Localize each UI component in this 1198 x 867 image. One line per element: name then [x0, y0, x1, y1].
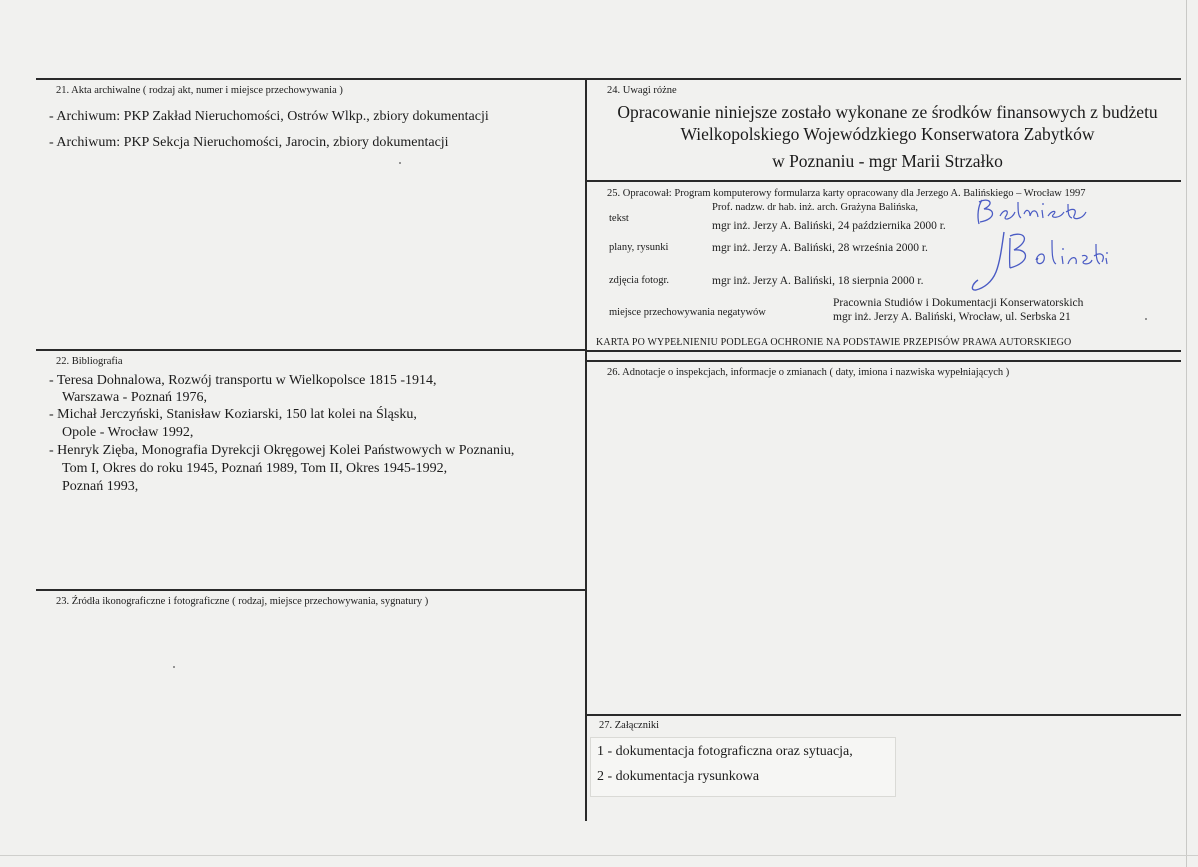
section-26-label: 26. Adnotacje o inspekcjach, informacje o zmianach ( daty, imiona i nazwiska wypełniających ) — [607, 367, 1010, 378]
tekst-author-2: mgr inż. Jerzy A. Baliński, 24 października 2000 r. — [712, 220, 946, 232]
tekst-author-1: Prof. nadzw. dr hab. inż. arch. Grażyna Balińska, — [712, 202, 919, 213]
section-27-label: 27. Załączniki — [599, 720, 660, 731]
paper-speck — [173, 666, 175, 668]
rule-left-21-22 — [36, 349, 586, 351]
section-23-label: 23. Źródła ikonograficzne i fotograficzne ( rodzaj, miejsce przechowywania, sygnatury ) — [56, 596, 429, 607]
section-21-label: 21. Akta archiwalne ( rodzaj akt, numer i miejsce przechowywania ) — [56, 85, 343, 96]
zdjecia-label: zdjęcia fotogr. — [609, 275, 670, 286]
section-21-item-1: - Archiwum: PKP Zakład Nieruchomości, Ostrów Wlkp., zbiory dokumentacji — [49, 109, 489, 124]
tekst-label: tekst — [609, 213, 629, 224]
negatywy-place-2: mgr inż. Jerzy A. Baliński, Wrocław, ul. Serbska 21 — [833, 311, 1071, 323]
section-22-line-7: Poznań 1993, — [62, 479, 139, 494]
section-22-label: 22. Bibliografia — [56, 356, 123, 367]
rule-right-25-notice — [586, 350, 1181, 352]
signature-balinska — [968, 194, 1093, 230]
rule-top — [36, 78, 1181, 80]
signature-balinski — [966, 228, 1116, 298]
section-21-item-2: - Archiwum: PKP Sekcja Nieruchomości, Jarocin, zbiory dokumentacji — [49, 135, 449, 150]
rule-left-22-23 — [36, 589, 586, 591]
section-24-line-3: w Poznaniu - mgr Marii Strzałko — [772, 151, 1003, 171]
section-24-label: 24. Uwagi różne — [607, 85, 677, 96]
negatywy-label: miejsce przechowywania negatywów — [609, 307, 766, 318]
attachment-item-2: 2 - dokumentacja rysunkowa — [597, 769, 760, 784]
section-24-line-2: Wielkopolskiego Wojewódzkiego Konserwatora Zabytków — [680, 124, 1095, 144]
section-22-line-3: - Michał Jerczyński, Stanisław Koziarski, 150 lat kolei na Śląsku, — [49, 407, 417, 422]
section-24-line-1: Opracowanie niniejsze zostało wykonane ze środków finansowych z budżetu — [617, 102, 1158, 122]
card-frame-right — [1186, 0, 1187, 867]
section-22-line-1: - Teresa Dohnalowa, Rozwój transportu w Wielkopolsce 1815 -1914, — [49, 373, 437, 388]
plany-author: mgr inż. Jerzy A. Baliński, 28 września 2000 r. — [712, 242, 928, 254]
rule-right-26-27 — [586, 714, 1181, 716]
section-25-label: 25. Opracował: Program komputerowy formularza karty opracowany dla Jerzego A. Balińskiego – Wrocław 1997 — [607, 188, 1086, 199]
card-frame-bottom — [0, 855, 1198, 856]
paper-speck — [1145, 318, 1147, 320]
protection-notice: KARTA PO WYPEŁNIENIU PODLEGA OCHRONIE NA PODSTAWIE PRZEPISÓW PRAWA AUTORSKIEGO — [596, 337, 1072, 348]
section-22-line-6: Tom I, Okres do roku 1945, Poznań 1989, Tom II, Okres 1945-1992, — [62, 461, 448, 476]
zdjecia-author: mgr inż. Jerzy A. Baliński, 18 sierpnia 2000 r. — [712, 275, 924, 287]
section-22-line-2: Warszawa - Poznań 1976, — [62, 390, 208, 405]
section-22-line-5: - Henryk Zięba, Monografia Dyrekcji Okręgowej Kolei Państwowych w Poznaniu, — [49, 443, 515, 458]
rule-right-notice-26 — [586, 360, 1181, 362]
paper-speck — [399, 162, 401, 164]
negatywy-place-1: Pracownia Studiów i Dokumentacji Konserwatorskich — [833, 297, 1084, 309]
section-22-line-4: Opole - Wrocław 1992, — [62, 425, 194, 440]
attachment-item-1: 1 - dokumentacja fotograficzna oraz sytuacja, — [597, 744, 853, 759]
rule-center-divider — [585, 78, 587, 821]
plany-label: plany, rysunki — [609, 242, 669, 253]
rule-right-24-25 — [586, 180, 1181, 182]
